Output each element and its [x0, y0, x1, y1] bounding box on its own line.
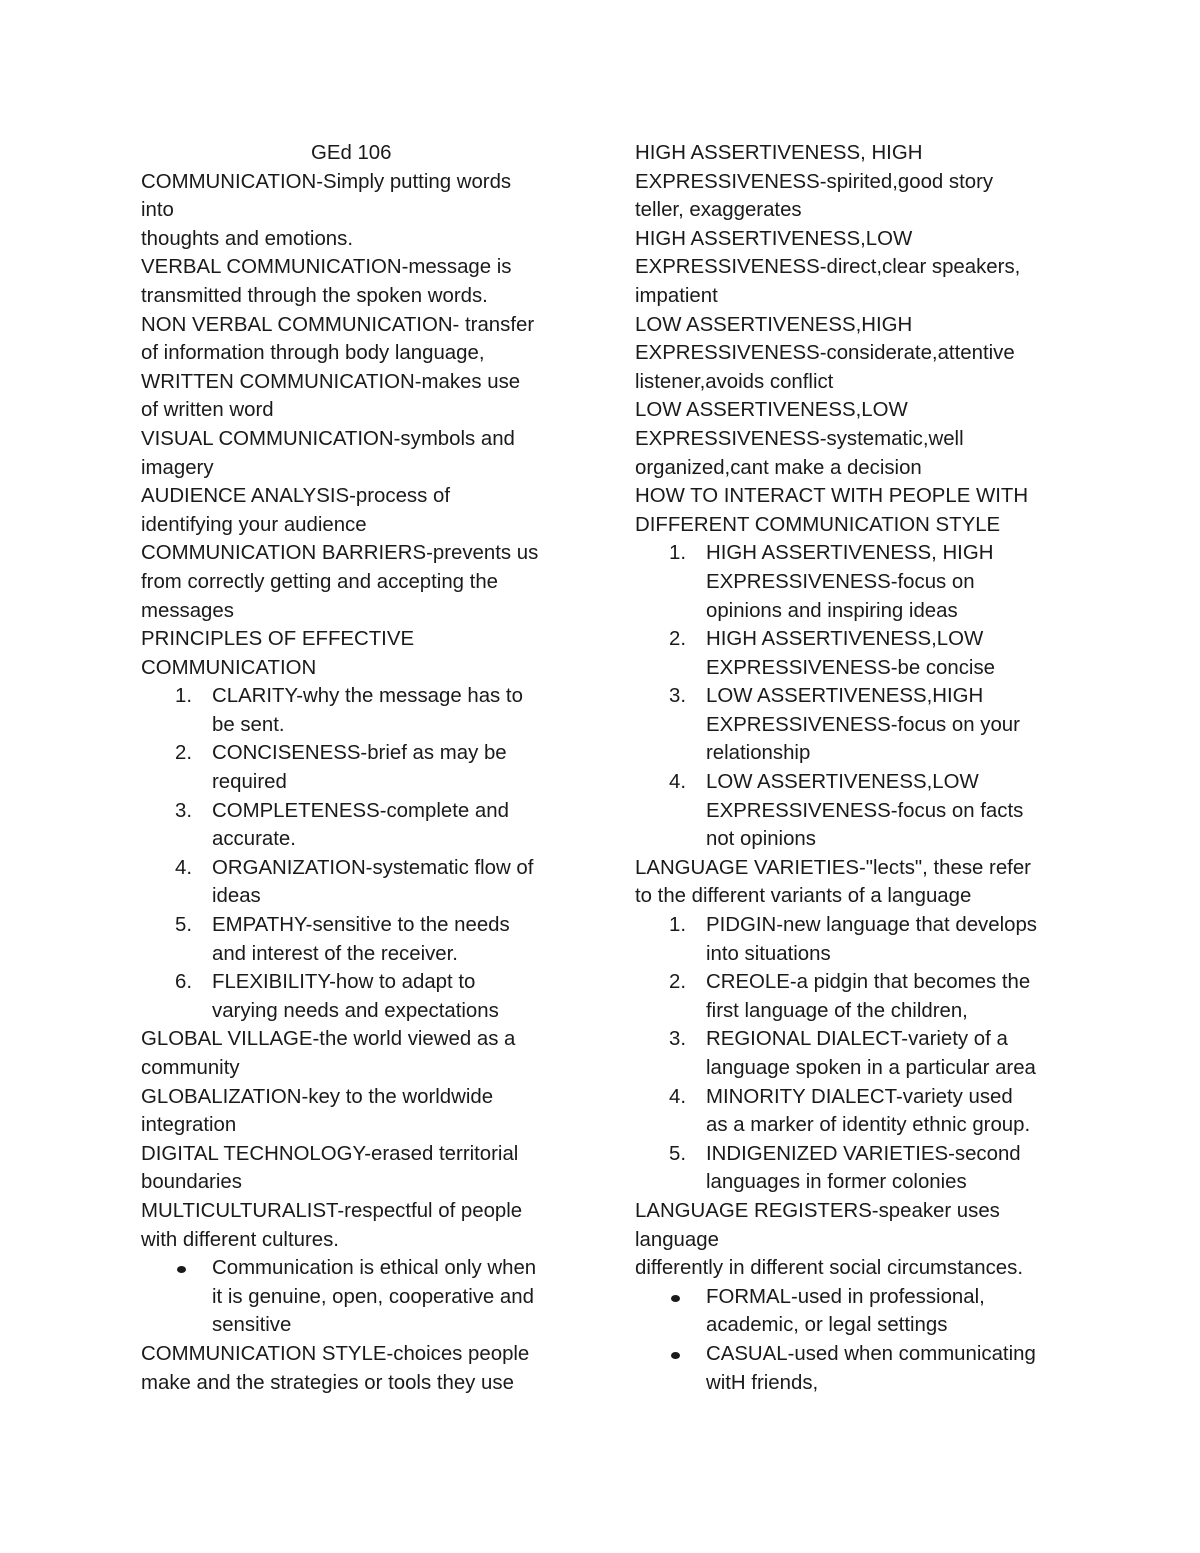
- text-line: FORMAL-used in professional,: [706, 1285, 985, 1308]
- text-line: relationship: [706, 742, 811, 765]
- text-line: PIDGIN-new language that develops: [706, 914, 1037, 937]
- text-line: of written word: [141, 399, 274, 422]
- text-line: be sent.: [212, 713, 285, 736]
- text-line: HIGH ASSERTIVENESS,LOW: [635, 227, 913, 250]
- text-line: COMMUNICATION: [141, 656, 317, 679]
- list-number: 3.: [669, 1028, 687, 1051]
- text-line: transmitted through the spoken words.: [141, 284, 488, 307]
- list-number: 2.: [669, 971, 687, 994]
- definition-entry: [141, 168, 581, 254]
- list-item: [141, 739, 581, 796]
- text-line: ideas: [212, 885, 261, 908]
- text-line: INDIGENIZED VARIETIES-second: [706, 1142, 1021, 1165]
- text-line: AUDIENCE ANALYSIS-process of: [141, 485, 450, 508]
- definition-entry: [141, 1083, 581, 1140]
- text-line: it is genuine, open, cooperative and: [212, 1285, 534, 1308]
- definition-entry: [141, 1025, 581, 1082]
- list-item: [141, 1254, 581, 1340]
- list-number: 5.: [175, 914, 193, 937]
- text-line: LOW ASSERTIVENESS,HIGH: [706, 685, 984, 708]
- page-title: GEd 106: [311, 142, 392, 164]
- text-line: community: [141, 1057, 240, 1079]
- definition-entry: [635, 482, 1075, 539]
- definition-entry: [141, 625, 581, 682]
- definition-entry: [141, 1140, 581, 1197]
- definition-entry: [141, 1340, 581, 1397]
- definition-entry: [635, 311, 1075, 397]
- text-line: EXPRESSIVENESS-systematic,well: [635, 427, 964, 450]
- text-line: with different cultures.: [141, 1228, 339, 1251]
- text-line: GLOBAL VILLAGE-the world viewed as a: [141, 1028, 516, 1051]
- right-definitions-3: [635, 1197, 1075, 1283]
- text-line: COMMUNICATION-Simply putting words: [141, 170, 512, 193]
- list-number: 3.: [175, 799, 193, 822]
- list-item: [635, 682, 1075, 768]
- definition-entry: [635, 1197, 1075, 1283]
- list-item: [141, 797, 581, 854]
- left-definitions: [141, 168, 581, 683]
- text-line: ORGANIZATION-systematic flow of: [212, 856, 534, 879]
- bullet-icon: [671, 1295, 680, 1302]
- text-line: Communication is ethical only when: [212, 1257, 537, 1280]
- text-line: accurate.: [212, 828, 296, 851]
- list-item: [635, 539, 1075, 625]
- list-item: [635, 1025, 1075, 1082]
- list-item: [141, 968, 581, 1025]
- list-number: 3.: [669, 685, 687, 708]
- list-item-text: [212, 797, 581, 854]
- text-line: from correctly getting and accepting the: [141, 570, 499, 593]
- text-line: listener,avoids conflict: [635, 370, 834, 393]
- definition-entry: [635, 396, 1075, 482]
- list-item-text: [212, 911, 581, 968]
- definition-entry: [635, 225, 1075, 311]
- text-line: of information through body language,: [141, 342, 485, 365]
- varieties-list: [635, 911, 1075, 1197]
- definition-entry: [141, 539, 581, 625]
- list-number: 2.: [669, 628, 687, 651]
- list-item-text: [706, 625, 1075, 682]
- text-line: academic, or legal settings: [706, 1314, 948, 1337]
- text-line: COMMUNICATION STYLE-choices people: [141, 1342, 530, 1365]
- registers-list: [635, 1283, 1075, 1397]
- interaction-list: [635, 539, 1075, 854]
- right-definitions: [635, 139, 1075, 539]
- text-line: thoughts and emotions.: [141, 227, 353, 250]
- text-line: into situations: [706, 942, 831, 965]
- right-column: [635, 139, 1075, 1397]
- list-number: 1.: [669, 542, 687, 565]
- text-line: CONCISENESS-brief as may be: [212, 742, 507, 765]
- list-item-text: [706, 1340, 1075, 1397]
- bullet-icon: [671, 1352, 680, 1359]
- definition-entry: [141, 482, 581, 539]
- text-line: to the different variants of a language: [635, 885, 972, 908]
- definition-entry: [141, 1197, 581, 1254]
- bullet-icon: [177, 1266, 186, 1273]
- text-line: into: [141, 199, 174, 222]
- text-line: LOW ASSERTIVENESS,LOW: [635, 399, 908, 422]
- text-line: LANGUAGE REGISTERS-speaker uses: [635, 1199, 1000, 1222]
- list-item-text: [212, 1254, 581, 1340]
- text-line: differently in different social circumstances.: [635, 1257, 1023, 1280]
- list-number: 1.: [175, 685, 193, 708]
- text-line: EXPRESSIVENESS-focus on facts: [706, 799, 1024, 822]
- text-line: language spoken in a particular area: [706, 1057, 1036, 1079]
- list-number: 4.: [669, 1085, 687, 1108]
- list-item: [141, 911, 581, 968]
- list-item: [635, 1283, 1075, 1340]
- text-line: make and the strategies or tools they use: [141, 1371, 514, 1394]
- text-line: HIGH ASSERTIVENESS,LOW: [706, 628, 984, 651]
- list-item-text: [706, 768, 1075, 854]
- list-item: [635, 968, 1075, 1025]
- definition-entry: [141, 253, 581, 310]
- list-item: [141, 854, 581, 911]
- text-line: FLEXIBILITY-how to adapt to: [212, 971, 476, 994]
- principles-list: [141, 682, 581, 1025]
- list-item: [635, 1083, 1075, 1140]
- list-item-text: [212, 739, 581, 796]
- text-line: MINORITY DIALECT-variety used: [706, 1085, 1013, 1108]
- text-line: REGIONAL DIALECT-variety of a: [706, 1028, 1008, 1051]
- list-item-text: [706, 1083, 1075, 1140]
- text-line: varying needs and expectations: [212, 999, 499, 1022]
- text-line: CREOLE-a pidgin that becomes the: [706, 971, 1031, 994]
- text-line: EMPATHY-sensitive to the needs: [212, 914, 510, 937]
- text-line: LOW ASSERTIVENESS,LOW: [706, 771, 979, 794]
- text-line: HIGH ASSERTIVENESS, HIGH: [706, 542, 994, 565]
- text-line: integration: [141, 1114, 237, 1137]
- list-item-text: [706, 539, 1075, 625]
- text-line: required: [212, 771, 287, 794]
- left-definitions-2: [141, 1025, 581, 1254]
- text-line: HOW TO INTERACT WITH PEOPLE WITH: [635, 485, 1029, 508]
- text-line: CASUAL-used when communicating: [706, 1342, 1036, 1365]
- right-definitions-2: [635, 854, 1075, 911]
- list-item: [635, 625, 1075, 682]
- definition-entry: [141, 311, 581, 368]
- text-line: EXPRESSIVENESS-direct,clear speakers,: [635, 256, 1021, 279]
- text-line: NON VERBAL COMMUNICATION- transfer: [141, 313, 535, 336]
- text-line: GLOBALIZATION-key to the worldwide: [141, 1085, 494, 1108]
- list-number: 4.: [175, 856, 193, 879]
- list-item: [141, 682, 581, 739]
- text-line: sensitive: [212, 1314, 292, 1337]
- text-line: CLARITY-why the message has to: [212, 685, 523, 708]
- text-line: messages: [141, 599, 234, 622]
- text-line: VERBAL COMMUNICATION-message is: [141, 256, 512, 279]
- text-line: DIFFERENT COMMUNICATION STYLE: [635, 513, 1001, 536]
- text-line: EXPRESSIVENESS-focus on: [706, 570, 975, 593]
- text-line: EXPRESSIVENESS-spirited,good story: [635, 170, 994, 193]
- definition-entry: [635, 139, 1075, 225]
- definition-entry: [635, 854, 1075, 911]
- list-number: 6.: [175, 971, 193, 994]
- text-line: opinions and inspiring ideas: [706, 599, 958, 622]
- text-line: COMPLETENESS-complete and: [212, 799, 509, 822]
- text-line: not opinions: [706, 828, 816, 851]
- definition-entry: [141, 368, 581, 425]
- list-item-text: [212, 682, 581, 739]
- text-line: impatient: [635, 284, 718, 307]
- list-item-text: [706, 682, 1075, 768]
- list-item-text: [706, 1283, 1075, 1340]
- list-number: 1.: [669, 914, 687, 937]
- list-item-text: [706, 1025, 1075, 1082]
- list-item: [635, 768, 1075, 854]
- text-line: WRITTEN COMMUNICATION-makes use: [141, 370, 521, 393]
- ethics-bullet-list: [141, 1254, 581, 1340]
- text-line: organized,cant make a decision: [635, 456, 922, 479]
- left-definitions-3: [141, 1340, 581, 1397]
- text-line: LANGUAGE VARIETIES-"lects", these refer: [635, 856, 1031, 879]
- text-line: EXPRESSIVENESS-focus on your: [706, 713, 1020, 736]
- text-line: identifying your audience: [141, 513, 367, 536]
- list-item-text: [212, 854, 581, 911]
- text-line: HIGH ASSERTIVENESS, HIGH: [635, 142, 923, 164]
- list-item: [635, 1140, 1075, 1197]
- list-item-text: [706, 968, 1075, 1025]
- list-number: 5.: [669, 1142, 687, 1165]
- text-line: EXPRESSIVENESS-be concise: [706, 656, 995, 679]
- text-line: VISUAL COMMUNICATION-symbols and: [141, 427, 515, 450]
- text-line: as a marker of identity ethnic group.: [706, 1114, 1031, 1137]
- text-line: first language of the children,: [706, 999, 968, 1022]
- text-line: EXPRESSIVENESS-considerate,attentive: [635, 342, 1015, 365]
- left-column: [141, 139, 581, 1397]
- text-line: language: [635, 1228, 719, 1251]
- text-line: teller, exaggerates: [635, 199, 802, 222]
- text-line: LOW ASSERTIVENESS,HIGH: [635, 313, 913, 336]
- list-number: 4.: [669, 771, 687, 794]
- list-item-text: [706, 911, 1075, 968]
- text-line: PRINCIPLES OF EFFECTIVE: [141, 628, 415, 651]
- list-number: 2.: [175, 742, 193, 765]
- text-line: boundaries: [141, 1171, 242, 1194]
- text-line: COMMUNICATION BARRIERS-prevents us: [141, 542, 539, 565]
- text-line: DIGITAL TECHNOLOGY-erased territorial: [141, 1142, 519, 1165]
- text-line: imagery: [141, 456, 214, 479]
- list-item-text: [706, 1140, 1075, 1197]
- list-item: [635, 1340, 1075, 1397]
- text-line: witH friends,: [706, 1371, 819, 1394]
- text-line: languages in former colonies: [706, 1171, 967, 1194]
- text-line: MULTICULTURALIST-respectful of people: [141, 1199, 523, 1222]
- list-item-text: [212, 968, 581, 1025]
- list-item: [635, 911, 1075, 968]
- text-line: and interest of the receiver.: [212, 942, 458, 965]
- definition-entry: [141, 425, 581, 482]
